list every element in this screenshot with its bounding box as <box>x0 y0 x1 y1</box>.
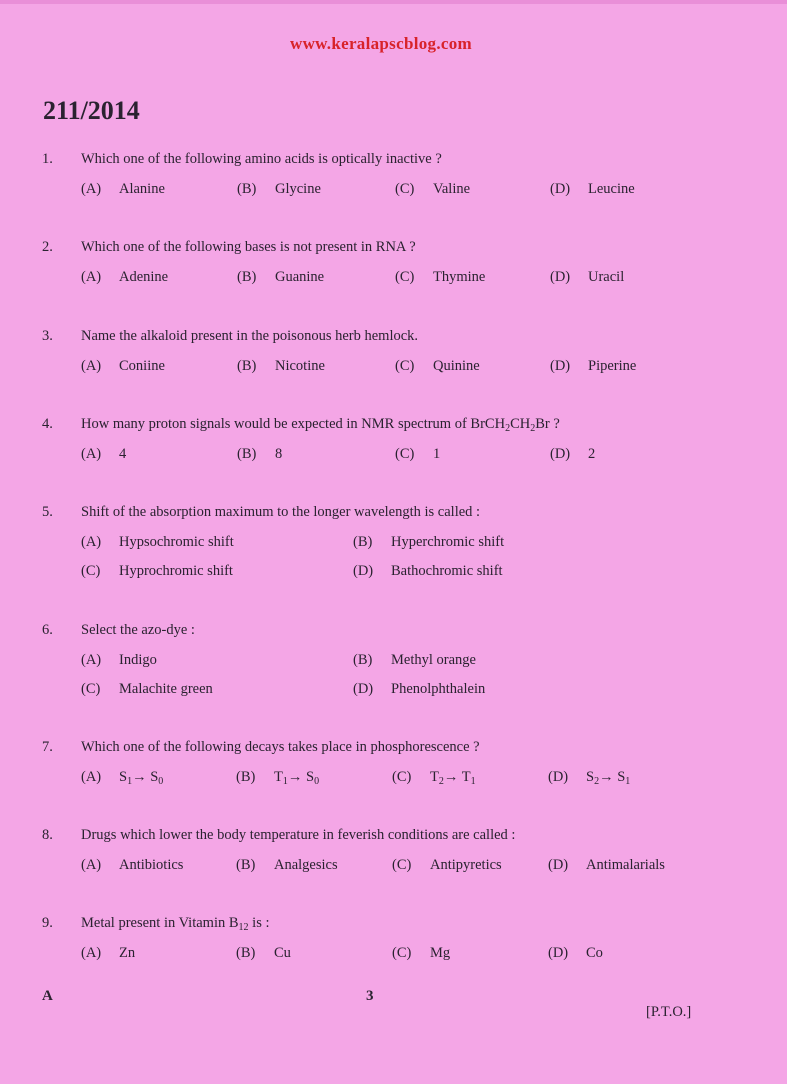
question-number: 3. <box>42 328 53 344</box>
question-text: How many proton signals would be expected in NMR spectrum of $BrCH_2CH_2Br$ ? <box>81 416 560 434</box>
option-b: (B) Nicotine <box>237 358 325 374</box>
option-d: (D) Leucine <box>550 181 635 197</box>
watermark-url: www.keralapscblog.com <box>290 34 472 53</box>
option-c: (C) Mg <box>392 945 451 961</box>
question-number: 9. <box>42 915 53 931</box>
question-text: Select the azo-dye : <box>81 622 195 638</box>
option-d: (D) $S_2\to S_1$ <box>548 769 631 787</box>
option-b: (B) Hyperchromic shift <box>353 534 505 550</box>
option-b: (B) Methyl orange <box>353 652 476 668</box>
question-number: 8. <box>42 827 53 843</box>
option-d: (D) 2 <box>550 446 596 462</box>
option-a: (A) Indigo <box>81 652 157 668</box>
please-turn-over: [P.T.O.] <box>646 1004 692 1020</box>
question-number: 7. <box>42 739 53 755</box>
question-text: Which one of the following amino acids is optically inactive ? <box>81 151 442 167</box>
question-number: 6. <box>42 622 53 638</box>
option-c: (C) Valine <box>395 181 471 197</box>
question-text: Shift of the absorption maximum to the longer wavelength is called : <box>81 504 481 520</box>
option-a: (A) $S_1\to S_0$ <box>81 769 164 787</box>
option-a: (A) Coniine <box>81 358 165 374</box>
option-c: (C) Thymine <box>395 269 486 285</box>
option-c: (C) Hyprochromic shift <box>81 563 233 579</box>
question-number: 1. <box>42 151 53 167</box>
paper-code: 211/2014 <box>43 96 140 125</box>
question-number: 2. <box>42 239 53 255</box>
page-number: 3 <box>366 988 374 1004</box>
option-d: (D) Antimalarials <box>548 857 665 873</box>
option-b: (B) Glycine <box>237 181 321 197</box>
question-text: Drugs which lower the body temperature in feverish conditions are called : <box>81 827 516 843</box>
option-a: (A) Hypsochromic shift <box>81 534 234 550</box>
option-d: (D) Uracil <box>550 269 625 285</box>
option-c: (C) $T_2\to T_1$ <box>392 769 476 787</box>
option-d: (D) Co <box>548 945 603 961</box>
option-c: (C) Antipyretics <box>392 857 502 873</box>
option-b: (B) 8 <box>237 446 283 462</box>
option-c: (C) 1 <box>395 446 441 462</box>
question-number: 5. <box>42 504 53 520</box>
option-d: (D) Phenolphthalein <box>353 681 486 697</box>
question-text: Metal present in Vitamin $B_{12}$ is : <box>81 915 270 933</box>
option-b: (B) Analgesics <box>236 857 338 873</box>
option-a: (A) 4 <box>81 446 127 462</box>
option-c: (C) Quinine <box>395 358 480 374</box>
option-c: (C) Malachite green <box>81 681 213 697</box>
option-b: (B) Cu <box>236 945 291 961</box>
option-a: (A) Antibiotics <box>81 857 184 873</box>
option-a: (A) Zn <box>81 945 136 961</box>
question-text: Which one of the following bases is not present in RNA ? <box>81 239 416 255</box>
booklet-series: A <box>42 988 53 1004</box>
question-text: Which one of the following decays takes place in phosphorescence ? <box>81 739 480 755</box>
option-b: (B) Guanine <box>237 269 325 285</box>
option-b: (B) $T_1\to S_0$ <box>236 769 320 787</box>
option-d: (D) Bathochromic shift <box>353 563 503 579</box>
question-text: Name the alkaloid present in the poisonous herb hemlock. <box>81 328 419 344</box>
page-top-edge <box>0 0 787 4</box>
option-a: (A) Adenine <box>81 269 169 285</box>
option-d: (D) Piperine <box>550 358 637 374</box>
option-a: (A) Alanine <box>81 181 165 197</box>
question-number: 4. <box>42 416 53 432</box>
